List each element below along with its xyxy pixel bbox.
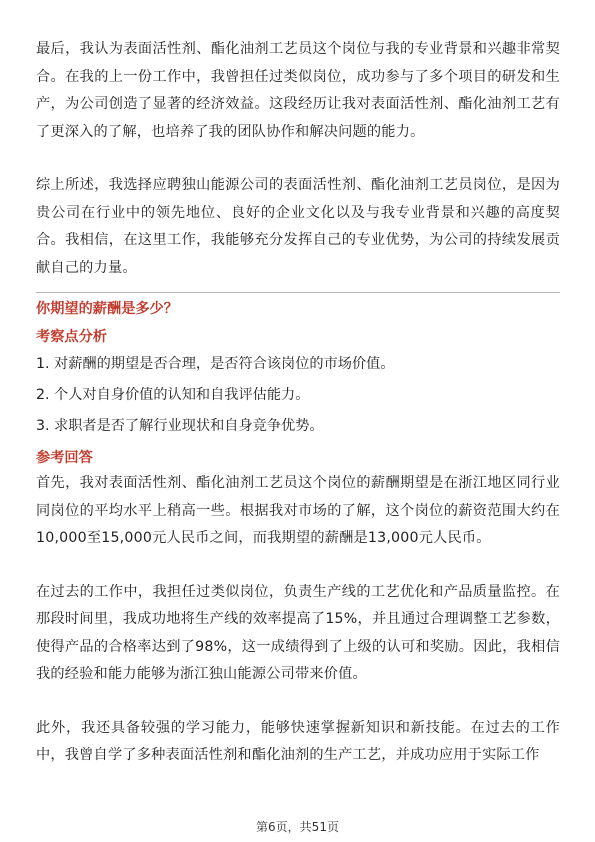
question-heading: 你期望的薪酬是多少？ [36, 301, 178, 317]
paragraph-gap [36, 553, 560, 579]
analysis-label: 考察点分析 [36, 329, 107, 345]
paragraph-gap [36, 146, 560, 172]
intro-paragraph: 最后，我认为表面活性剂、酯化油剂工艺员这个岗位与我的专业背景和兴趣非常契合。在我的上一份工作中，我曾担任过类似岗位，成功参与了多个项目的研发和生产，为公司创造了显著的经济效益。这段经历让我对表面活性剂、酯化油剂工艺有了更深入的了解，也培养了我的团队协作和解决问题的能力。 [36, 41, 560, 140]
answer-label: 参考回答 [36, 450, 93, 466]
answer-paragraph: 此外，我还具备较强的学习能力，能够快速掌握新知识和新技能。在过去的工作中，我曾自学了多种表面活性剂和酯化油剂的生产工艺，并成功应用于实际工作 [36, 719, 560, 763]
analysis-item: 1. 对薪酬的期望是否合理，是否符合该岗位的市场价值。 [36, 356, 395, 372]
section-divider [36, 292, 560, 293]
page-content [36, 36, 560, 770]
answer-paragraph: 首先，我对表面活性剂、酯化油剂工艺员这个岗位的薪酬期望是在浙江地区同行业同岗位的平均水平上稍高一些。根据我对市场的了解，这个岗位的薪资范围大约在10,000至15,000元人民币之间，而我期望的薪酬是13,000元人民币。 [36, 475, 560, 546]
paragraph-gap [36, 689, 560, 715]
answer-paragraph: 在过去的工作中，我担任过类似岗位，负责生产线的工艺优化和产品质量监控。在那段时间里，我成功地将生产线的效率提高了15%，并且通过合理调整工艺参数，使得产品的合格率达到了98%，这一成绩得到了上级的认可和奖励。因此，我相信我的经验和能力能够为浙江独山能源公司带来价值。 [36, 583, 560, 682]
intro-paragraph: 综上所述，我选择应聘独山能源公司的表面活性剂、酯化油剂工艺员岗位，是因为贵公司在行业中的领先地位、良好的企业文化以及与我专业背景和兴趣的高度契合。我相信，在这里工作，我能够充分发挥自己的专业优势，为公司的持续发展贡献自己的力量。 [36, 177, 560, 276]
page-number: 第6页，共51页 [256, 820, 339, 834]
analysis-item: 3. 求职者是否了解行业现状和自身竞争优势。 [36, 418, 324, 434]
analysis-item: 2. 个人对自身价值的认知和自我评估能力。 [36, 387, 310, 403]
